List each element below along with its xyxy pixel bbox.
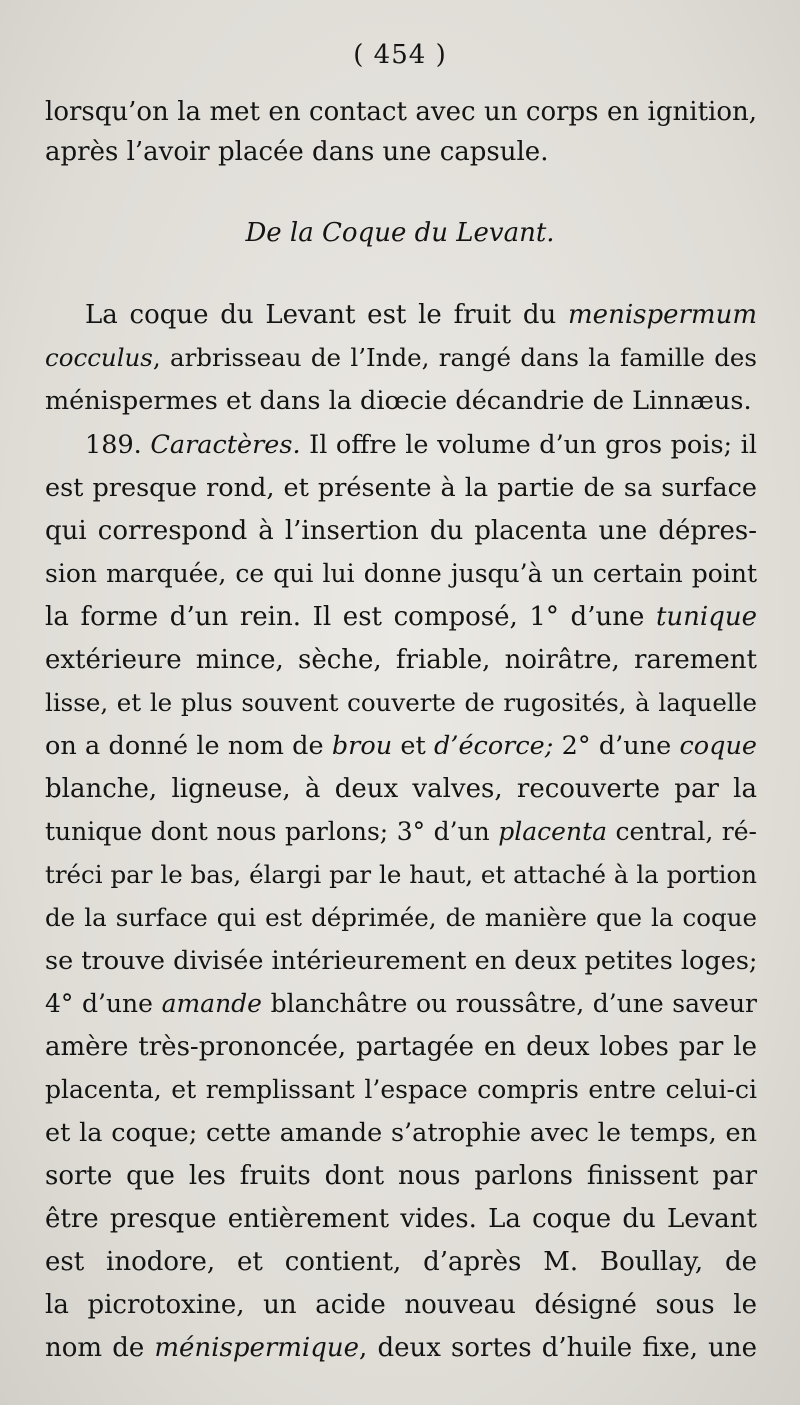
- text-line: lorsqu’on la met en contact avec un corps en ignition,: [45, 97, 757, 127]
- text-line: extérieure mince, sèche, friable, noirâtre, rarement: [45, 645, 757, 675]
- text-line: blanche, ligneuse, à deux valves, recouverte par la: [45, 774, 757, 804]
- text-line: amère très-prononcée, partagée en deux lobes par le: [45, 1032, 757, 1062]
- text-line: la forme d’un rein. Il est composé, 1° d’une tunique: [45, 602, 757, 632]
- text-line: nom de ménispermique, deux sortes d’huile fixe, une: [45, 1333, 757, 1363]
- text-line: 189. Caractères. Il offre le volume d’un gros pois; il: [85, 430, 757, 460]
- text-line: est inodore, et contient, d’après M. Boullay, de: [45, 1247, 757, 1277]
- text-line: sion marquée, ce qui lui donne jusqu’à un certain point: [45, 559, 757, 588]
- text-line: la picrotoxine, un acide nouveau désigné sous le: [45, 1290, 757, 1320]
- text-line: ménispermes et dans la diœcie décandrie de Linnæus.: [45, 386, 752, 416]
- text-line: être presque entièrement vides. La coque du Levant: [45, 1204, 757, 1234]
- text-line: tréci par le bas, élargi par le haut, et attaché à la portion: [45, 860, 757, 889]
- text-line: lisse, et le plus souvent couverte de rugosités, à laquelle: [45, 688, 757, 717]
- text-line: placenta, et remplissant l’espace compris entre celui-ci: [45, 1075, 757, 1104]
- text-line: se trouve divisée intérieurement en deux petites loges;: [45, 946, 758, 976]
- text-line: tunique dont nous parlons; 3° d’un placenta central, ré-: [45, 817, 757, 846]
- section-heading: De la Coque du Levant.: [245, 218, 555, 248]
- text-line: et la coque; cette amande s’atrophie avec le temps, en: [45, 1118, 757, 1148]
- page-number: ( 454 ): [353, 40, 447, 70]
- text-line: on a donné le nom de brou et d’écorce; 2° d’une coque: [45, 731, 757, 761]
- text-line: qui correspond à l’insertion du placenta une dépres-: [45, 516, 757, 546]
- text-line: La coque du Levant est le fruit du menispermum: [85, 300, 757, 330]
- text-line: après l’avoir placée dans une capsule.: [45, 137, 549, 167]
- text-line: de la surface qui est déprimée, de manière que la coque: [45, 903, 757, 932]
- text-line: est presque rond, et présente à la partie de sa surface: [45, 473, 757, 503]
- text-line: sorte que les fruits dont nous parlons finissent par: [45, 1161, 757, 1191]
- text-line: cocculus, arbrisseau de l’Inde, rangé dans la famille des: [45, 343, 757, 372]
- text-line: 4° d’une amande blanchâtre ou roussâtre, d’une saveur: [45, 989, 758, 1018]
